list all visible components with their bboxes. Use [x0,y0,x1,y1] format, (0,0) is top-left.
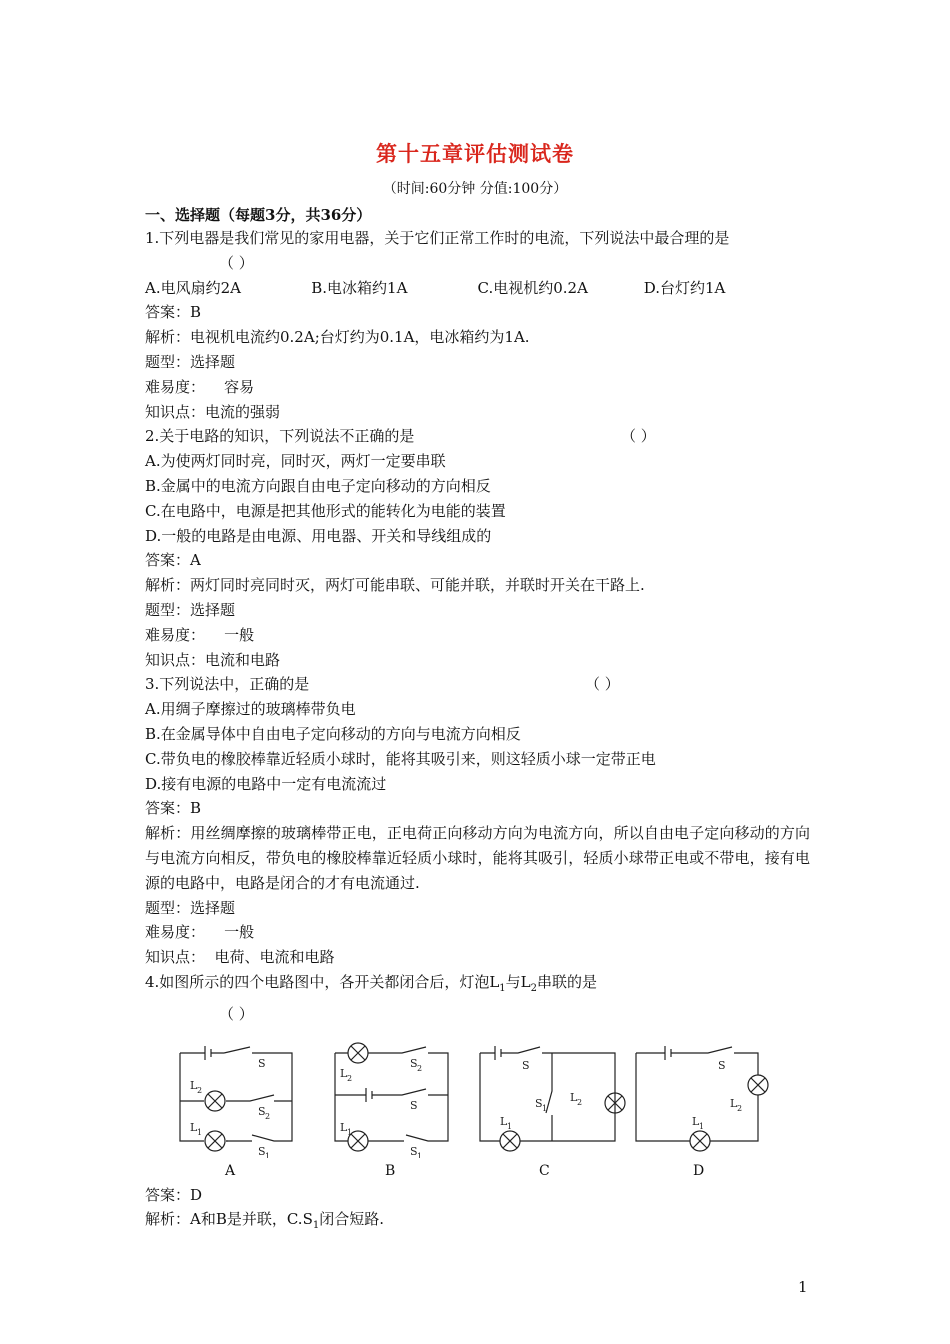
svg-text:L: L [190,1120,198,1134]
q3-option-b: B.在金属导体中自由电子定向移动的方向与电流方向相反 [145,724,521,743]
figure-label-c: C [539,1162,550,1179]
svg-text:S: S [410,1098,418,1112]
svg-text:2: 2 [347,1073,353,1083]
svg-text:2: 2 [577,1097,583,1107]
q3-difficulty: 难易度： 一般 [145,923,255,942]
q4-analysis-part-b: 闭合短路. [319,1210,384,1229]
q1-difficulty: 难易度： 容易 [145,377,255,396]
q4-stem [145,970,810,1002]
svg-text:L: L [692,1114,700,1128]
q3-stem: 3.下列说法中，正确的是 [145,675,310,694]
svg-text:S: S [410,1144,418,1158]
svg-text:L: L [730,1096,738,1110]
svg-text:1: 1 [699,1121,705,1131]
svg-text:L: L [190,1078,198,1092]
circuit-c [480,1046,625,1151]
question-list [145,226,810,1239]
q2-stem: 2.关于电路的知识，下列说法不正确的是 [145,427,415,446]
q3-stem-line [145,672,810,697]
q1-option-d: D.台灯约1A [643,278,726,297]
figure-label-d: D [693,1162,705,1179]
q1-option-b: B.电冰箱约1A [311,278,408,297]
circuit-a-label-s: S [258,1056,266,1070]
q2-option-b: B.金属中的电流方向跟自由电子定向移动的方向相反 [145,476,491,495]
q3-type: 题型：选择题 [145,898,236,917]
q2-type: 题型：选择题 [145,600,236,619]
page-number: 1 [798,1278,808,1296]
svg-text:L: L [570,1090,578,1104]
figure-label-a: A [225,1162,236,1179]
svg-text:2: 2 [197,1085,203,1095]
svg-text:L: L [340,1120,348,1134]
q4-stem-sub-2: 2 [530,982,537,994]
q1-stem: 1.下列电器是我们常见的家用电器，关于它们正常工作时的电流，下列说法中最合理的是 [145,229,730,247]
circuit-d [636,1046,768,1151]
q3-option-d: D.接有电源的电路中一定有电流流过 [145,774,387,793]
q2-stem-line [145,424,810,449]
svg-text:1: 1 [507,1121,513,1131]
q1-knowledge: 知识点：电流的强弱 [145,402,281,421]
q2-difficulty: 难易度： 一般 [145,625,255,644]
svg-text:1: 1 [347,1127,353,1137]
svg-text:2: 2 [737,1103,743,1113]
q4-stem-part-c: 串联的是 [537,972,598,991]
q2-option-c: C.在电路中，电源是把其他形式的能转化为电能的装置 [145,501,506,520]
q2-knowledge: 知识点：电流和电路 [145,650,281,669]
q1-option-a: A.电风扇约2A [145,278,241,297]
q1-paren: （ ） [219,253,254,272]
q3-answer: 答案：B [145,799,202,818]
q3-option-a: A.用绸子摩擦过的玻璃棒带负电 [145,700,356,719]
q4-analysis [145,1207,810,1239]
svg-text:1: 1 [542,1103,548,1113]
section-heading: 一、选择题（每题3分，共36分） [145,206,372,224]
svg-text:L: L [340,1066,348,1080]
circuit-figure [145,1033,810,1183]
svg-text:S: S [522,1058,530,1072]
circuit-b [335,1043,448,1158]
q4-paren: （ ） [219,1004,254,1023]
svg-text:S: S [258,1104,266,1118]
svg-text:S: S [410,1056,418,1070]
q4-stem-sub-1: 1 [499,982,506,994]
svg-text:S: S [718,1058,726,1072]
svg-text:S: S [535,1096,543,1110]
q4-stem-part-b: 与L [505,972,531,991]
document-title: 第十五章评估测试卷 [376,141,574,166]
svg-text:1: 1 [265,1151,271,1158]
q1-type: 题型：选择题 [145,352,236,371]
svg-text:1: 1 [417,1151,423,1158]
q3-paren: （ ） [585,675,620,694]
svg-text:S: S [258,1144,266,1158]
q4-stem-part-a: 4.如图所示的四个电路图中，各开关都闭合后，灯泡L [145,972,500,991]
q3-option-c: C.带负电的橡胶棒靠近轻质小球时，能将其吸引来，则这轻质小球一定带正电 [145,749,656,768]
q2-analysis: 解析：两灯同时亮同时灭，两灯可能串联、可能并联，并联时开关在干路上. [145,576,645,595]
q2-paren: （ ） [621,427,656,446]
q4-answer: 答案：D [145,1185,203,1204]
q1-option-c: C.电视机约0.2A [477,278,588,297]
document-subtitle: （时间:60分钟 分值:100分） [382,181,568,197]
q2-answer: 答案：A [145,551,201,570]
svg-text:1: 1 [197,1127,203,1137]
q1-analysis: 解析：电视机电流约0.2A;台灯约为0.1A，电冰箱约为1A. [145,328,530,347]
figure-label-b: B [385,1162,396,1179]
q3-analysis: 解析：用丝绸摩擦的玻璃棒带正电，正电荷正向移动方向为电流方向，所以自由电子定向移动的方向与电流方向相反，带负电的橡胶棒靠近轻质小球时，能将其吸引，轻质小球带正电或不带电，接有电源的电路中，电路是闭合的才有电流通过. [145,824,810,892]
q2-option-d: D.一般的电路是由电源、用电器、开关和导线组成的 [145,526,492,545]
circuit-a [180,1046,292,1158]
q1-answer: 答案：B [145,303,202,322]
circuit-diagrams [170,1033,790,1158]
q3-knowledge: 知识点： 电荷、电流和电路 [145,948,335,967]
svg-text:2: 2 [417,1063,423,1073]
q2-option-a: A.为使两灯同时亮，同时灭，两灯一定要串联 [145,452,446,471]
svg-text:2: 2 [265,1111,271,1121]
svg-text:L: L [500,1114,508,1128]
q4-analysis-sub: 1 [312,1220,320,1232]
q1-options [145,276,810,301]
q4-analysis-part-a: 解析：A和B是并联，C.S [145,1210,313,1229]
